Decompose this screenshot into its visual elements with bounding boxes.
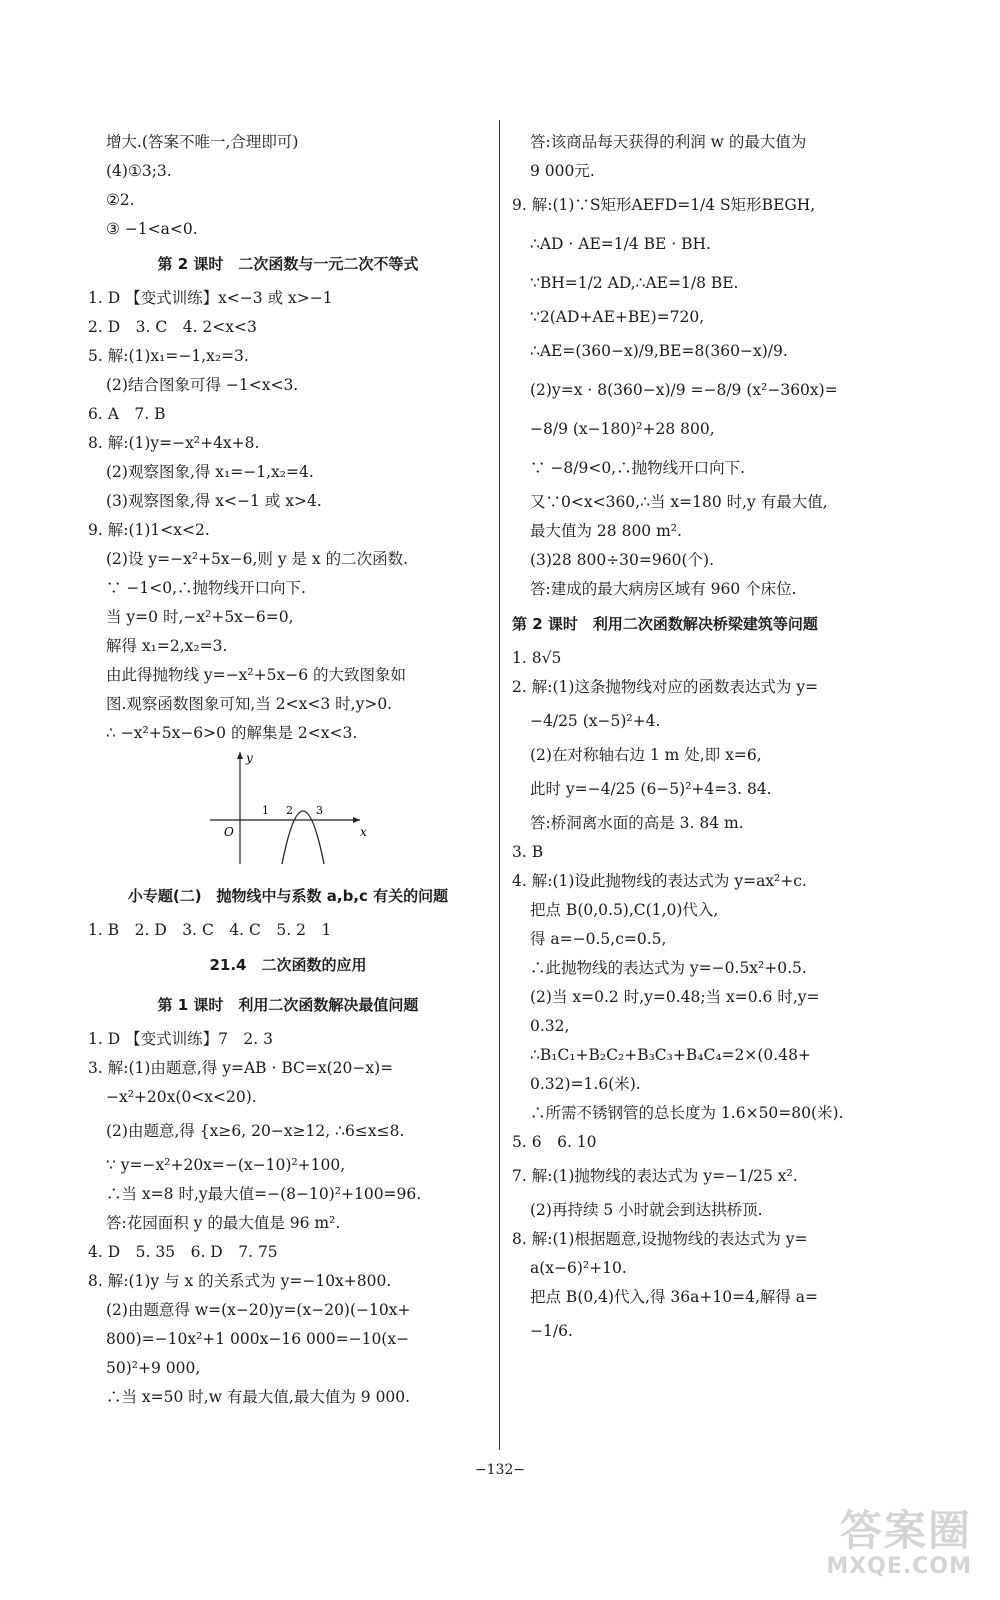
answer-line: 1. 8√5 bbox=[512, 649, 562, 667]
answer-line: (2)在对称轴右边 1 m 处,即 x=6, bbox=[530, 746, 762, 764]
answer-line: ∵ y=−x²+20x=−(x−10)²+100, bbox=[106, 1156, 346, 1174]
answer-line: 0.32, bbox=[530, 1017, 570, 1035]
answer-line: 答:桥洞离水面的高是 3. 84 m. bbox=[530, 814, 744, 832]
answer-line: (2)由题意得 w=(x−20)y=(x−20)(−10x+ bbox=[106, 1301, 411, 1319]
answer-line: ∴所需不锈钢管的总长度为 1.6×50=80(米). bbox=[530, 1104, 844, 1122]
answer-line: 答:建成的最大病房区域有 960 个床位. bbox=[530, 580, 797, 598]
section-heading: 21.4 二次函数的应用 bbox=[209, 956, 367, 974]
answer-line: 解得 x₁=2,x₂=3. bbox=[106, 637, 228, 655]
answer-line: 8. 解:(1)y 与 x 的关系式为 y=−10x+800. bbox=[88, 1272, 392, 1290]
parabola-sketch bbox=[210, 748, 370, 866]
section-heading: 第 2 课时 利用二次函数解决桥梁建筑等问题 bbox=[512, 615, 818, 633]
y-axis-arrow bbox=[237, 752, 243, 759]
answer-line: (2)设 y=−x²+5x−6,则 y 是 x 的二次函数. bbox=[106, 550, 409, 568]
answer-line: (4)①3;3. bbox=[106, 162, 172, 180]
answer-line: 增大.(答案不唯一,合理即可) bbox=[106, 133, 299, 151]
answer-line: (2)观察图象,得 x₁=−1,x₂=4. bbox=[106, 463, 314, 481]
answer-line: 1. B 2. D 3. C 4. C 5. 2 1 bbox=[88, 921, 332, 939]
answer-line: 此时 y=−4/25 (6−5)²+4=3. 84. bbox=[530, 780, 772, 798]
answer-line: 答:花园面积 y 的最大值是 96 m². bbox=[106, 1214, 341, 1232]
answer-line: ∴AE=(360−x)/9,BE=8(360−x)/9. bbox=[530, 342, 788, 360]
page-number: −132− bbox=[474, 1462, 526, 1478]
answer-line: (2)由题意,得 {x≥6, 20−x≥12, ∴6≤x≤8. bbox=[106, 1122, 405, 1140]
watermark-url: MXQE.COM bbox=[826, 1554, 972, 1579]
answer-line: 答:该商品每天获得的利润 w 的最大值为 bbox=[530, 133, 807, 151]
x-axis-arrow bbox=[353, 817, 360, 823]
answer-line: ∴ −x²+5x−6>0 的解集是 2<x<3. bbox=[106, 724, 358, 742]
answer-line: 把点 B(0,4)代入,得 36a+10=4,解得 a= bbox=[530, 1288, 819, 1306]
answer-line: 得 a=−0.5,c=0.5, bbox=[530, 930, 667, 948]
answer-line: ∴当 x=50 时,w 有最大值,最大值为 9 000. bbox=[106, 1388, 411, 1406]
answer-line: ∴此抛物线的表达式为 y=−0.5x²+0.5. bbox=[530, 959, 807, 977]
x-axis-label: x bbox=[360, 825, 367, 839]
answer-line: −4/25 (x−5)²+4. bbox=[530, 712, 661, 730]
answer-line: 当 y=0 时,−x²+5x−6=0, bbox=[106, 608, 294, 626]
answer-line: (3)观察图象,得 x<−1 或 x>4. bbox=[106, 492, 322, 510]
answer-line: 4. D 5. 35 6. D 7. 75 bbox=[88, 1243, 278, 1261]
origin-label: O bbox=[224, 825, 234, 839]
answer-line: ③ −1<a<0. bbox=[106, 220, 198, 238]
answer-line: −x²+20x(0<x<20). bbox=[106, 1088, 257, 1106]
answer-line: ②2. bbox=[106, 191, 135, 209]
answer-line: −8/9 (x−180)²+28 800, bbox=[530, 420, 715, 438]
answer-line: 4. 解:(1)设此抛物线的表达式为 y=ax²+c. bbox=[512, 872, 807, 890]
parabola-graph bbox=[88, 748, 488, 876]
answer-line: a(x−6)²+10. bbox=[530, 1259, 627, 1277]
answer-line: ∴当 x=8 时,y最大值=−(8−10)²+100=96. bbox=[106, 1185, 422, 1203]
answer-line: 6. A 7. B bbox=[88, 405, 166, 423]
answer-line: 2. 解:(1)这条抛物线对应的函数表达式为 y= bbox=[512, 678, 819, 696]
answer-line: ∴B₁C₁+B₂C₂+B₃C₃+B₄C₄=2×(0.48+ bbox=[530, 1046, 811, 1064]
answer-line: (3)28 800÷30=960(个). bbox=[530, 551, 714, 569]
answer-line: ∵BH=1/2 AD,∴AE=1/8 BE. bbox=[530, 274, 739, 292]
tick-label-1: 1 bbox=[262, 804, 269, 817]
answer-line: ∴AD · AE=1/4 BE · BH. bbox=[530, 235, 711, 253]
watermark-title: 答案圈 bbox=[839, 1506, 972, 1555]
answer-line: 50)²+9 000, bbox=[106, 1359, 201, 1377]
answer-line: 由此得抛物线 y=−x²+5x−6 的大致图象如 bbox=[106, 666, 406, 684]
answer-line: 3. B bbox=[512, 843, 544, 861]
answer-line: 2. D 3. C 4. 2<x<3 bbox=[88, 318, 257, 336]
answer-line: 最大值为 28 800 m². bbox=[530, 522, 682, 540]
answer-line: 8. 解:(1)y=−x²+4x+8. bbox=[88, 434, 260, 452]
answer-line: 1. D 【变式训练】x<−3 或 x>−1 bbox=[88, 289, 333, 307]
answer-line: 9 000元. bbox=[530, 162, 595, 180]
answer-line: 把点 B(0,0.5),C(1,0)代入, bbox=[530, 901, 719, 919]
answer-line: 又∵0<x<360,∴当 x=180 时,y 有最大值, bbox=[530, 493, 828, 511]
answer-line: (2)当 x=0.2 时,y=0.48;当 x=0.6 时,y= bbox=[530, 988, 820, 1006]
answer-line: 9. 解:(1)∵S矩形AEFD=1/4 S矩形BEGH, bbox=[512, 196, 816, 214]
answer-line: (2)y=x · 8(360−x)/9 =−8/9 (x²−360x)= bbox=[530, 381, 838, 399]
answer-line: 8. 解:(1)根据题意,设抛物线的表达式为 y= bbox=[512, 1230, 808, 1248]
watermark-logo bbox=[802, 1508, 972, 1586]
right-column bbox=[512, 128, 917, 1351]
answer-line: 800)=−10x²+1 000x−16 000=−10(x− bbox=[106, 1330, 410, 1348]
answer-line: 9. 解:(1)1<x<2. bbox=[88, 521, 210, 539]
section-heading: 第 2 课时 二次函数与一元二次不等式 bbox=[157, 255, 419, 273]
y-axis-label: y bbox=[246, 751, 253, 765]
tick-label-2: 2 bbox=[286, 804, 293, 817]
answer-line: 7. 解:(1)抛物线的表达式为 y=−1/25 x². bbox=[512, 1167, 798, 1185]
answer-line: 0.32)=1.6(米). bbox=[530, 1075, 641, 1093]
answer-line: 图.观察函数图象可知,当 2<x<3 时,y>0. bbox=[106, 695, 393, 713]
answer-line: 5. 解:(1)x₁=−1,x₂=3. bbox=[88, 347, 249, 365]
answer-line: (2)结合图象可得 −1<x<3. bbox=[106, 376, 299, 394]
answer-line: 3. 解:(1)由题意,得 y=AB · BC=x(20−x)= bbox=[88, 1059, 394, 1077]
section-heading: 第 1 课时 利用二次函数解决最值问题 bbox=[157, 996, 419, 1014]
section-heading: 小专题(二) 抛物线中与系数 a,b,c 有关的问题 bbox=[127, 887, 449, 905]
answer-line: −1/6. bbox=[530, 1322, 573, 1340]
answer-line: ∵ −8/9<0,∴抛物线开口向下. bbox=[530, 459, 746, 477]
answer-line: 1. D 【变式训练】7 2. 3 bbox=[88, 1030, 274, 1048]
answer-line: (2)再持续 5 小时就会到达拱桥顶. bbox=[530, 1201, 763, 1219]
parabola-curve bbox=[282, 811, 324, 864]
column-divider bbox=[499, 120, 500, 1450]
left-column bbox=[88, 128, 488, 1412]
answer-line: 5. 6 6. 10 bbox=[512, 1133, 597, 1151]
answer-line: ∵2(AD+AE+BE)=720, bbox=[530, 308, 705, 326]
answer-line: ∵ −1<0,∴抛物线开口向下. bbox=[106, 579, 306, 597]
tick-label-3: 3 bbox=[316, 804, 323, 817]
